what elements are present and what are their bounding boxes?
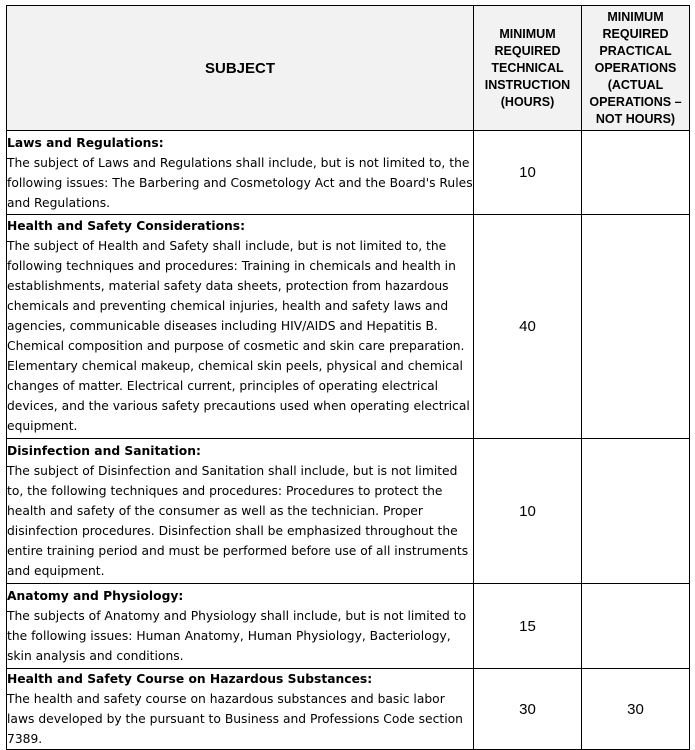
practical-operations-column-header: MINIMUM REQUIRED PRACTICAL OPERATIONS (ACTUAL OPERATIONS – NOT HOURS): [582, 6, 690, 131]
subject-cell: [7, 131, 474, 215]
practical-operations-cell: [582, 439, 690, 584]
technical-hours-cell: 40: [474, 215, 582, 439]
subject-title: Anatomy and Physiology:: [7, 589, 184, 603]
subject-cell: [7, 584, 474, 669]
technical-instruction-column-header: MINIMUM REQUIRED TECHNICAL INSTRUCTION (HOURS): [474, 6, 582, 131]
subject-description: The subject of Laws and Regulations shall include, but is not limited to, the following issues: The Barbering and Cosmetology Act and the Board's Rules and Regulations.: [7, 155, 473, 210]
table-row: [7, 131, 690, 215]
table-row: [7, 215, 690, 439]
technical-hours-cell: 15: [474, 584, 582, 669]
technical-hours-cell: 10: [474, 131, 582, 215]
technical-hours-cell: 10: [474, 439, 582, 584]
table-row: [7, 439, 690, 584]
subject-cell: [7, 215, 474, 439]
subject-description: The health and safety course on hazardous substances and basic labor laws developed by the pursuant to Business and Professions Code section 7389.: [7, 692, 463, 746]
technical-hours-cell: 30: [474, 669, 582, 750]
table-row: [7, 669, 690, 750]
header-row: [7, 6, 690, 131]
practical-operations-cell: 30: [582, 669, 690, 750]
subject-description: The subject of Health and Safety shall include, but is not limited to, the following techniques and procedures: Training in chemicals and health in establishments, material safety data sheets, protection from hazardous chemicals and preventing chemical injuries, health and safety laws and agencies, communicable diseases including HIV/AIDS and Hepatitis B. Chemical composition and purpose of cosmetic and skin care preparation. Elementary chemical makeup, chemical skin peels, physical and chemical changes of matter. Electrical current, principles of operating electrical devices, and the various safety precautions used when operating electrical equipment.: [7, 238, 470, 433]
subject-description: The subjects of Anatomy and Physiology shall include, but is not limited to the following issues: Human Anatomy, Human Physiology, Bacteriology, skin analysis and conditions.: [7, 609, 467, 663]
table-row: [7, 584, 690, 669]
subject-cell: [7, 439, 474, 584]
practical-operations-cell: [582, 131, 690, 215]
practical-operations-cell: [582, 584, 690, 669]
subject-title: Health and Safety Course on Hazardous Substances:: [7, 672, 373, 686]
subject-title: Laws and Regulations:: [7, 135, 164, 150]
curriculum-table: [6, 5, 690, 750]
subject-title: Disinfection and Sanitation:: [7, 444, 201, 458]
practical-operations-cell: [582, 215, 690, 439]
subject-column-header: SUBJECT: [7, 6, 474, 131]
subject-cell: [7, 669, 474, 750]
subject-description: The subject of Disinfection and Sanitation shall include, but is not limited to, the following techniques and procedures: Procedures to protect the health and safety of the consumer as well as the technician. Proper disinfection procedures. Disinfection shall be emphasized throughout the entire training period and must be performed before use of all instruments and equipment.: [7, 464, 469, 578]
subject-title: Health and Safety Considerations:: [7, 218, 246, 233]
